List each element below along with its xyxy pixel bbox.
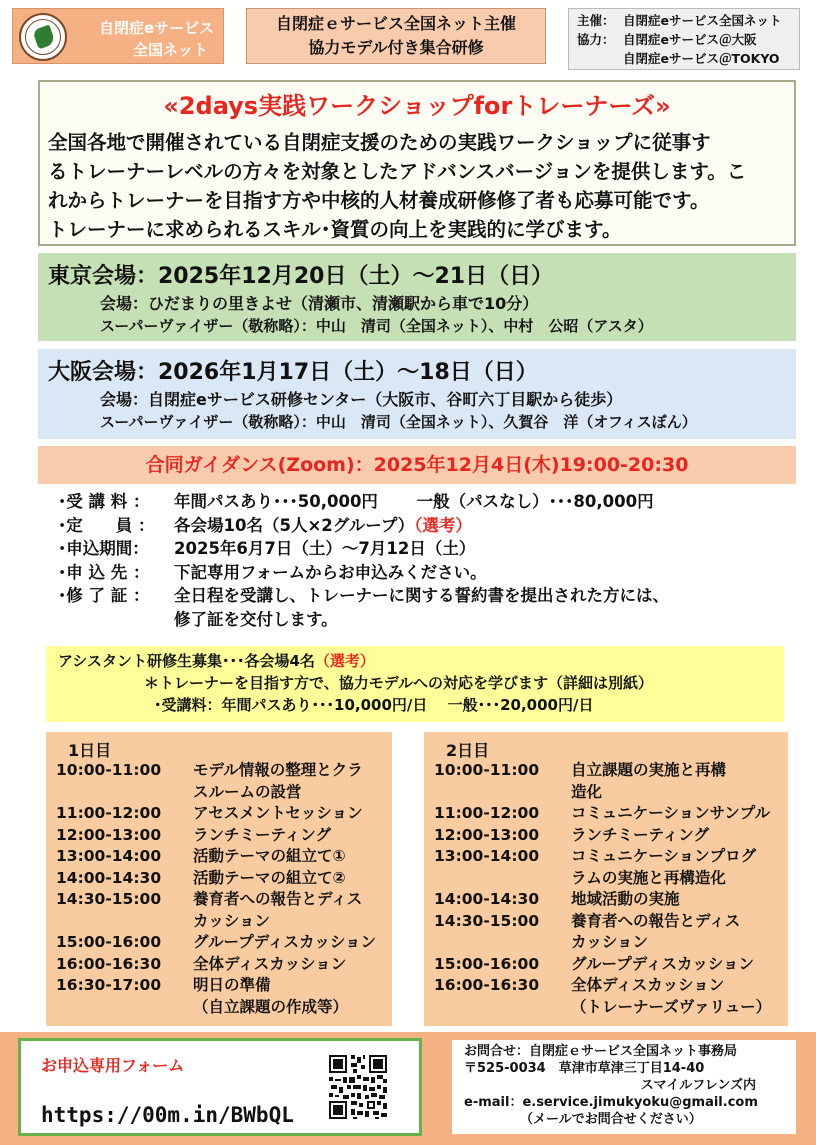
event-title-line2: 協力モデル付き集合研修 (308, 38, 484, 57)
schedule-activity: グループディスカッション (193, 933, 377, 951)
workshop-title: «2days実践ワークショップforトレーナーズ» (163, 92, 671, 120)
assistant-recruit-box (46, 646, 784, 722)
logo-box (12, 8, 224, 64)
selection-note: （選考） (314, 652, 375, 670)
contact-email[interactable]: e-mail：e.service.jimukyoku@gmail.com (464, 1095, 758, 1110)
form-title: お申込専用フォーム (41, 1056, 185, 1075)
schedule-activity: 養育者への報告とディス カッション (571, 911, 741, 951)
certificate-row-cont: 修了証を交付します。 (174, 609, 338, 629)
schedule-activity: モデル情報の整理とクラ スルームの設営 (193, 761, 363, 801)
assistant-heading: アシスタント研修生募集･･･各会場4名（選考） (58, 652, 375, 670)
osaka-venue-supervisors: スーパーヴァイザー（敬称略）：中山 清司（全国ネット）、久賀谷 洋（オフィスぼん） (100, 413, 697, 431)
schedule-activity: グループディスカッション (571, 954, 755, 973)
form-url-link[interactable]: https://00m.in/BWbQL (41, 1103, 294, 1127)
tokyo-venue-supervisors: スーパーヴァイザー（敬称略）：中山 清司（全国ネット）、中村 公昭（アスタ） (100, 317, 653, 335)
schedule-day1-list (56, 760, 396, 1018)
schedule-row (434, 889, 774, 911)
schedule-activity: コミュニケーションサンプル (571, 804, 771, 822)
details-list (58, 490, 798, 631)
intro-box (38, 80, 796, 246)
schedule-activity: 活動テーマの組立て② (193, 868, 346, 887)
assistant-fee: ･受講料：年間パスあり･･･10,000円/日 一般･･･20,000円/日 (154, 696, 594, 714)
schedule-time: 16:00-16:30 (56, 954, 162, 973)
schedule-time: 16:30-17:00 (56, 976, 162, 994)
schedule-time: 11:00-12:00 (56, 804, 162, 822)
schedule-row (434, 954, 774, 976)
schedule-row (56, 932, 396, 954)
schedule-activity: 地域活動の実施 (571, 890, 680, 908)
tokyo-venue-box (38, 253, 796, 341)
organizer-row: 協力： 自閉症eサービス＠大阪 (577, 32, 757, 47)
osaka-venue-place: 会場：自閉症eサービス研修センター（大阪市、谷町六丁目駅から徒歩） (100, 390, 623, 409)
logo-seal-icon (19, 13, 67, 61)
schedule-day2-list (434, 760, 774, 1018)
tokyo-venue-heading: 東京会場：2025年12月20日（土）～21日（日） (48, 264, 554, 289)
contact-note: （メールでお問合せください） (520, 1112, 702, 1127)
schedule-time: 14:30-15:00 (56, 890, 162, 908)
contact-title: お問合せ：自閉症ｅサービス全国ネット事務局 (464, 1044, 738, 1059)
schedule-time: 10:00-11:00 (434, 761, 540, 779)
organizers-box (568, 8, 800, 70)
organizer-row: 主催： 自閉症eサービス全国ネット (577, 13, 782, 28)
intro-line: るトレーナーレベルの方々を対象としたアドバンスバージョンを提供します。こ (48, 160, 747, 183)
schedule-activity: 全体ディスカッション (193, 954, 347, 973)
application-form-box (18, 1038, 422, 1136)
schedule-activity: 活動テーマの組立て① (193, 847, 346, 865)
schedule-row (56, 889, 396, 932)
schedule-row (434, 760, 774, 803)
schedule-row (434, 911, 774, 954)
schedule-time: 14:30-15:00 (434, 911, 540, 930)
contact-address-building: スマイルフレンズ内 (640, 1078, 756, 1093)
schedule-day2 (424, 732, 788, 1026)
schedule-activity: 全体ディスカッション （トレーナーズヴァリュー） (571, 976, 772, 1016)
schedule-time: 16:00-16:30 (434, 976, 540, 994)
fee-row: ･受 講 料 ： 年間パスあり･･･50,000円 一般（パスなし）･･･80,000円 (58, 492, 654, 511)
osaka-venue-box (38, 349, 796, 439)
schedule-activity: アセスメントセッション (193, 804, 363, 822)
period-row: ･申込期間： 2025年6月7日（土）～7月12日（土） (58, 539, 476, 558)
intro-line: れからトレーナーを目指す方や中核的人材養成研修修了者も応募可能です。 (48, 189, 710, 212)
organizer-row: 自閉症eサービス＠TOKYO (623, 51, 780, 66)
schedule-time: 12:00-13:00 (434, 825, 540, 844)
schedule-activity: ランチミーティング (571, 825, 709, 844)
schedule-time: 14:00-14:30 (434, 890, 540, 908)
schedule-row (434, 803, 774, 825)
event-title-line1: 自閉症ｅサービス全国ネット主催 (275, 14, 516, 33)
schedule-time: 12:00-13:00 (56, 825, 162, 844)
schedule-row (56, 825, 396, 847)
event-title-box (246, 8, 546, 64)
intro-line: 全国各地で開催されている自閉症支援のための実践ワークショップに従事す (48, 131, 711, 154)
schedule-day1 (46, 732, 392, 1026)
apply-row: ･申 込 先 ： 下記専用フォームからお申込みください。 (58, 562, 487, 582)
schedule-row (56, 803, 396, 825)
schedule-row (56, 868, 396, 890)
joint-guidance-banner: 合同ガイダンス(Zoom)：2025年12月4日(木)19:00-20:30 (38, 446, 796, 484)
selection-note: （選考） (414, 515, 472, 535)
schedule-time: 15:00-16:00 (434, 954, 540, 973)
schedule-time: 13:00-14:00 (434, 847, 540, 865)
logo-text-line2: 全国ネット (133, 41, 209, 59)
contact-address: 〒525-0034 草津市草津三丁目14-40 (464, 1061, 705, 1076)
intro-description (48, 128, 792, 244)
schedule-activity: 自立課題の実施と再構 造化 (571, 761, 727, 801)
schedule-row (434, 825, 774, 847)
schedule-activity: コミュニケーションプログ ラムの実施と再構造化 (571, 847, 757, 887)
schedule-row (56, 975, 396, 1018)
schedule-time: 11:00-12:00 (434, 804, 540, 822)
schedule-day2-label: 2日目 (446, 741, 490, 760)
schedule-row (56, 760, 396, 803)
osaka-venue-heading: 大阪会場：2026年1月17日（土）～18日（日） (48, 360, 538, 385)
schedule-time: 10:00-11:00 (56, 761, 162, 779)
schedule-row (56, 954, 396, 976)
qr-code-icon[interactable] (327, 1053, 389, 1121)
schedule-time: 15:00-16:00 (56, 933, 162, 951)
logo-text-line1: 自閉症eサービス (99, 19, 215, 37)
schedule-time: 14:00-14:30 (56, 868, 162, 887)
schedule-row (434, 846, 774, 889)
schedule-row (434, 975, 774, 1018)
schedule-time: 13:00-14:00 (56, 847, 162, 865)
contact-box (452, 1040, 796, 1134)
capacity-row: ･定 員 ： 各会場10名（5人×2グループ）（選考） (58, 515, 472, 535)
schedule-day1-label: 1日目 (68, 741, 112, 760)
intro-line: トレーナーに求められるスキル･資質の向上を実践的に学びます。 (48, 218, 622, 241)
schedule-activity: 明日の準備 （自立課題の作成等） (193, 976, 349, 1016)
certificate-row: ･修 了 証 ： 全日程を受講し、トレーナーに関する誓約書を提出された方には、 (58, 586, 669, 605)
tokyo-venue-place: 会場：ひだまりの里きよせ（清瀬市、清瀬駅から車で10分） (100, 294, 539, 313)
assistant-note: ＊トレーナーを目指す方で、協力モデルへの対応を学びます（詳細は別紙） (144, 674, 653, 692)
schedule-activity: 養育者への報告とディス カッション (193, 890, 363, 930)
schedule-row (56, 846, 396, 868)
schedule-activity: ランチミーティング (193, 825, 331, 844)
